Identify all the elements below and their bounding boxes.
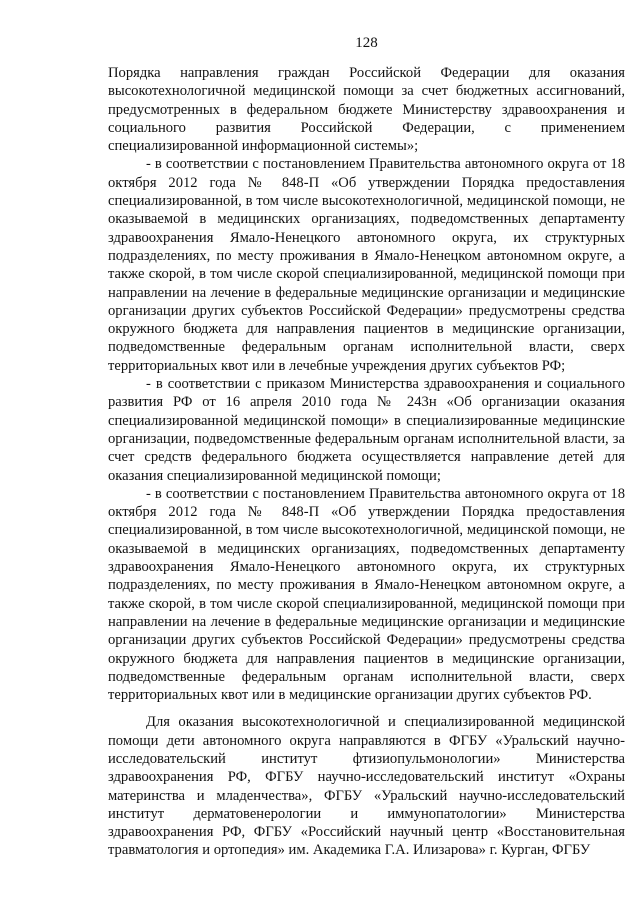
document-page	[108, 32, 625, 860]
paragraph-children-referral: Для оказания высокотехнологичной и специализированной медицинской помощи дети автономного округа направляются в ФГБУ «Уральский научно-исследовательский институт фтизиопульмонологии» Министерства здравоохранения РФ, ФГБУ научно-исследовательский институт «Охраны материнства и младенчества», ФГБУ «Уральский научно-исследовательский институт дерматовенерологии и иммунопатологии» Министерства здравоохранения РФ, ФГБУ «Российский научный центр «Восстановительная травматология и ортопедия» им. Академика Г.А. Илизарова» г. Курган, ФГБУ	[108, 714, 625, 859]
paragraph-resolution-848p-first: - в соответствии с постановлением Правительства автономного округа от 18 октября 2012 года № 848-П «Об утверждении Порядка предоставления специализированной, в том числе высокотехнологичной, медицинской помощи, не оказываемой в медицинских организациях, подведомственных департаменту здравоохранения Ямало-Ненецкого автономного округа, их структурных подразделениях, по месту проживания в Ямало-Ненецком автономном округе, а также скорой, в том числе скорой специализированной, медицинской помощи при направлении на лечение в федеральные медицинские организации и медицинские организации других субъектов Российской Федерации» предусмотрены средства окружного бюджета для направления пациентов в медицинские организации, подведомственные федеральным органам исполнительной власти, сверх территориальных квот или в лечебные учреждения других субъектов РФ;	[108, 156, 625, 374]
paragraph-order-243n: - в соответствии с приказом Министерства здравоохранения и социального развития РФ от 16 апреля 2010 года № 243н «Об организации оказания специализированной медицинской помощи» в специализированные медицинские организации, подведомственные федеральным органам исполнительной власти, за счет средств федерального бюджета осуществляется направление детей для оказания специализированной медицинской помощи;	[108, 376, 625, 484]
page-number: 128	[355, 35, 378, 51]
paragraph-procedure-end: Порядка направления граждан Российской Федерации для оказания высокотехнологичной медицинской помощи за счет бюджетных ассигнований, предусмотренных в федеральном бюджете Министерству здравоохранения и социального развития Российской Федерации, с применением специализированной информационной системы»;	[108, 65, 625, 155]
paragraph-resolution-848p-second: - в соответствии с постановлением Правительства автономного округа от 18 октября 2012 года № 848-П «Об утверждении Порядка предоставления специализированной, в том числе высокотехнологичной, медицинской помощи, не оказываемой в медицинских организациях, подведомственных департаменту здравоохранения Ямало-Ненецкого автономного округа, их структурных подразделениях, по месту проживания в Ямало-Ненецком автономном округе, а также скорой, в том числе скорой специализированной, медицинской помощи при направлении на лечение в федеральные медицинские организации и медицинские организации других субъектов Российской Федерации» предусмотрены средства окружного бюджета для направления пациентов в медицинские организации, подведомственные федеральным органам исполнительной власти, сверх территориальных квот или в медицинские организации других субъектов РФ.	[108, 485, 625, 704]
